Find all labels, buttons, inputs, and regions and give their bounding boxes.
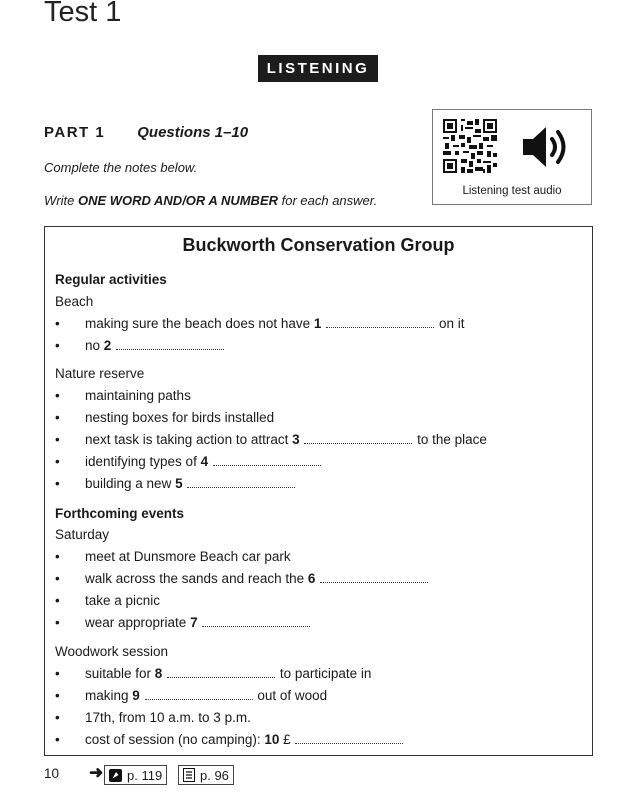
- answer-gap-3[interactable]: [304, 431, 412, 444]
- instruction-complete: Complete the notes below.: [44, 160, 198, 175]
- question-number: 10: [264, 732, 280, 747]
- list-item: [85, 570, 429, 588]
- question-number: 3: [292, 432, 300, 447]
- part-label: PART 1: [44, 124, 106, 141]
- item-text: next task is taking action to attract: [85, 432, 293, 447]
- answer-gap-5[interactable]: [187, 475, 295, 488]
- item-text: making: [85, 688, 133, 703]
- answer-gap-8[interactable]: [167, 665, 275, 678]
- item-text: walk across the sands and reach the: [85, 571, 308, 586]
- answer-gap-4[interactable]: [213, 453, 321, 466]
- list-item: [85, 687, 327, 705]
- item-text: out of wood: [253, 688, 328, 703]
- item-text: no: [85, 338, 104, 353]
- list-item: • meet at Dunsmore Beach car park: [85, 548, 291, 566]
- question-number: 4: [200, 454, 209, 469]
- item-text: to participate in: [276, 666, 372, 681]
- question-number: 9: [132, 688, 140, 703]
- item-text: making sure the beach does not have: [85, 316, 314, 331]
- question-number: 5: [175, 476, 183, 491]
- heading-regular-activities: Regular activities: [55, 272, 167, 287]
- arrow-right-icon: ➜: [89, 763, 104, 782]
- answer-gap-9[interactable]: [145, 687, 253, 700]
- item-text: to the place: [413, 432, 487, 447]
- item-text: on it: [435, 316, 465, 331]
- question-number: 7: [190, 615, 198, 630]
- answer-gap-2[interactable]: [116, 337, 224, 350]
- question-number: 2: [103, 338, 112, 353]
- list-item: [85, 614, 311, 632]
- qr-code-icon[interactable]: [443, 119, 497, 173]
- answer-key-ref[interactable]: [178, 765, 234, 785]
- test-title: Test 1: [44, 0, 122, 28]
- answer-gap-1[interactable]: [326, 315, 434, 328]
- list-item: [85, 431, 487, 449]
- list-item: [85, 475, 296, 493]
- instruction-bold: ONE WORD AND/OR A NUMBER: [77, 193, 278, 208]
- question-number: 6: [307, 571, 316, 586]
- list-item: [85, 315, 464, 333]
- item-text: identifying types of: [85, 454, 201, 469]
- answer-key-page: p. 96: [200, 767, 229, 783]
- audio-box[interactable]: [432, 109, 592, 205]
- list-item: • nesting boxes for birds installed: [85, 409, 274, 427]
- page-number: 10: [44, 766, 60, 781]
- speaker-icon[interactable]: [519, 124, 575, 170]
- list-item: • 17th, from 10 a.m. to 3 p.m.: [85, 709, 251, 727]
- subheading-beach: Beach: [55, 294, 94, 309]
- list-item: [85, 665, 371, 683]
- item-text: building a new: [85, 476, 176, 491]
- audio-script-ref[interactable]: [104, 765, 167, 785]
- answer-gap-6[interactable]: [320, 570, 428, 583]
- list-item: [85, 337, 225, 355]
- heading-forthcoming-events: Forthcoming events: [55, 506, 185, 521]
- item-text: suitable for: [85, 666, 155, 681]
- subheading-saturday: Saturday: [55, 527, 110, 542]
- answer-gap-10[interactable]: [295, 731, 403, 744]
- instruction-word-limit: [44, 193, 377, 208]
- section-badge: LISTENING: [258, 55, 378, 82]
- audio-script-page: p. 119: [127, 767, 163, 783]
- item-text: wear appropriate: [85, 615, 191, 630]
- list-item: • maintaining paths: [85, 387, 191, 405]
- answer-key-icon: [183, 768, 195, 782]
- instruction-post: for each answer.: [278, 193, 378, 208]
- notes-title: Buckworth Conservation Group: [182, 235, 455, 255]
- question-number: 8: [154, 666, 163, 681]
- subheading-nature-reserve: Nature reserve: [55, 366, 145, 381]
- list-item: [85, 453, 322, 471]
- answer-gap-7[interactable]: [202, 614, 310, 627]
- subheading-woodwork-session: Woodwork session: [55, 644, 169, 659]
- currency-symbol: £: [279, 732, 295, 747]
- question-number: 1: [313, 316, 322, 331]
- questions-label: Questions 1–10: [137, 124, 249, 141]
- item-text: cost of session (no camping):: [85, 732, 265, 747]
- audio-script-icon: [109, 769, 122, 782]
- notes-box: [44, 226, 593, 756]
- instruction-pre: Write: [44, 193, 78, 208]
- list-item: • take a picnic: [85, 592, 160, 610]
- list-item: [85, 731, 404, 749]
- part-heading: [44, 124, 248, 141]
- audio-label: Listening test audio: [462, 185, 562, 197]
